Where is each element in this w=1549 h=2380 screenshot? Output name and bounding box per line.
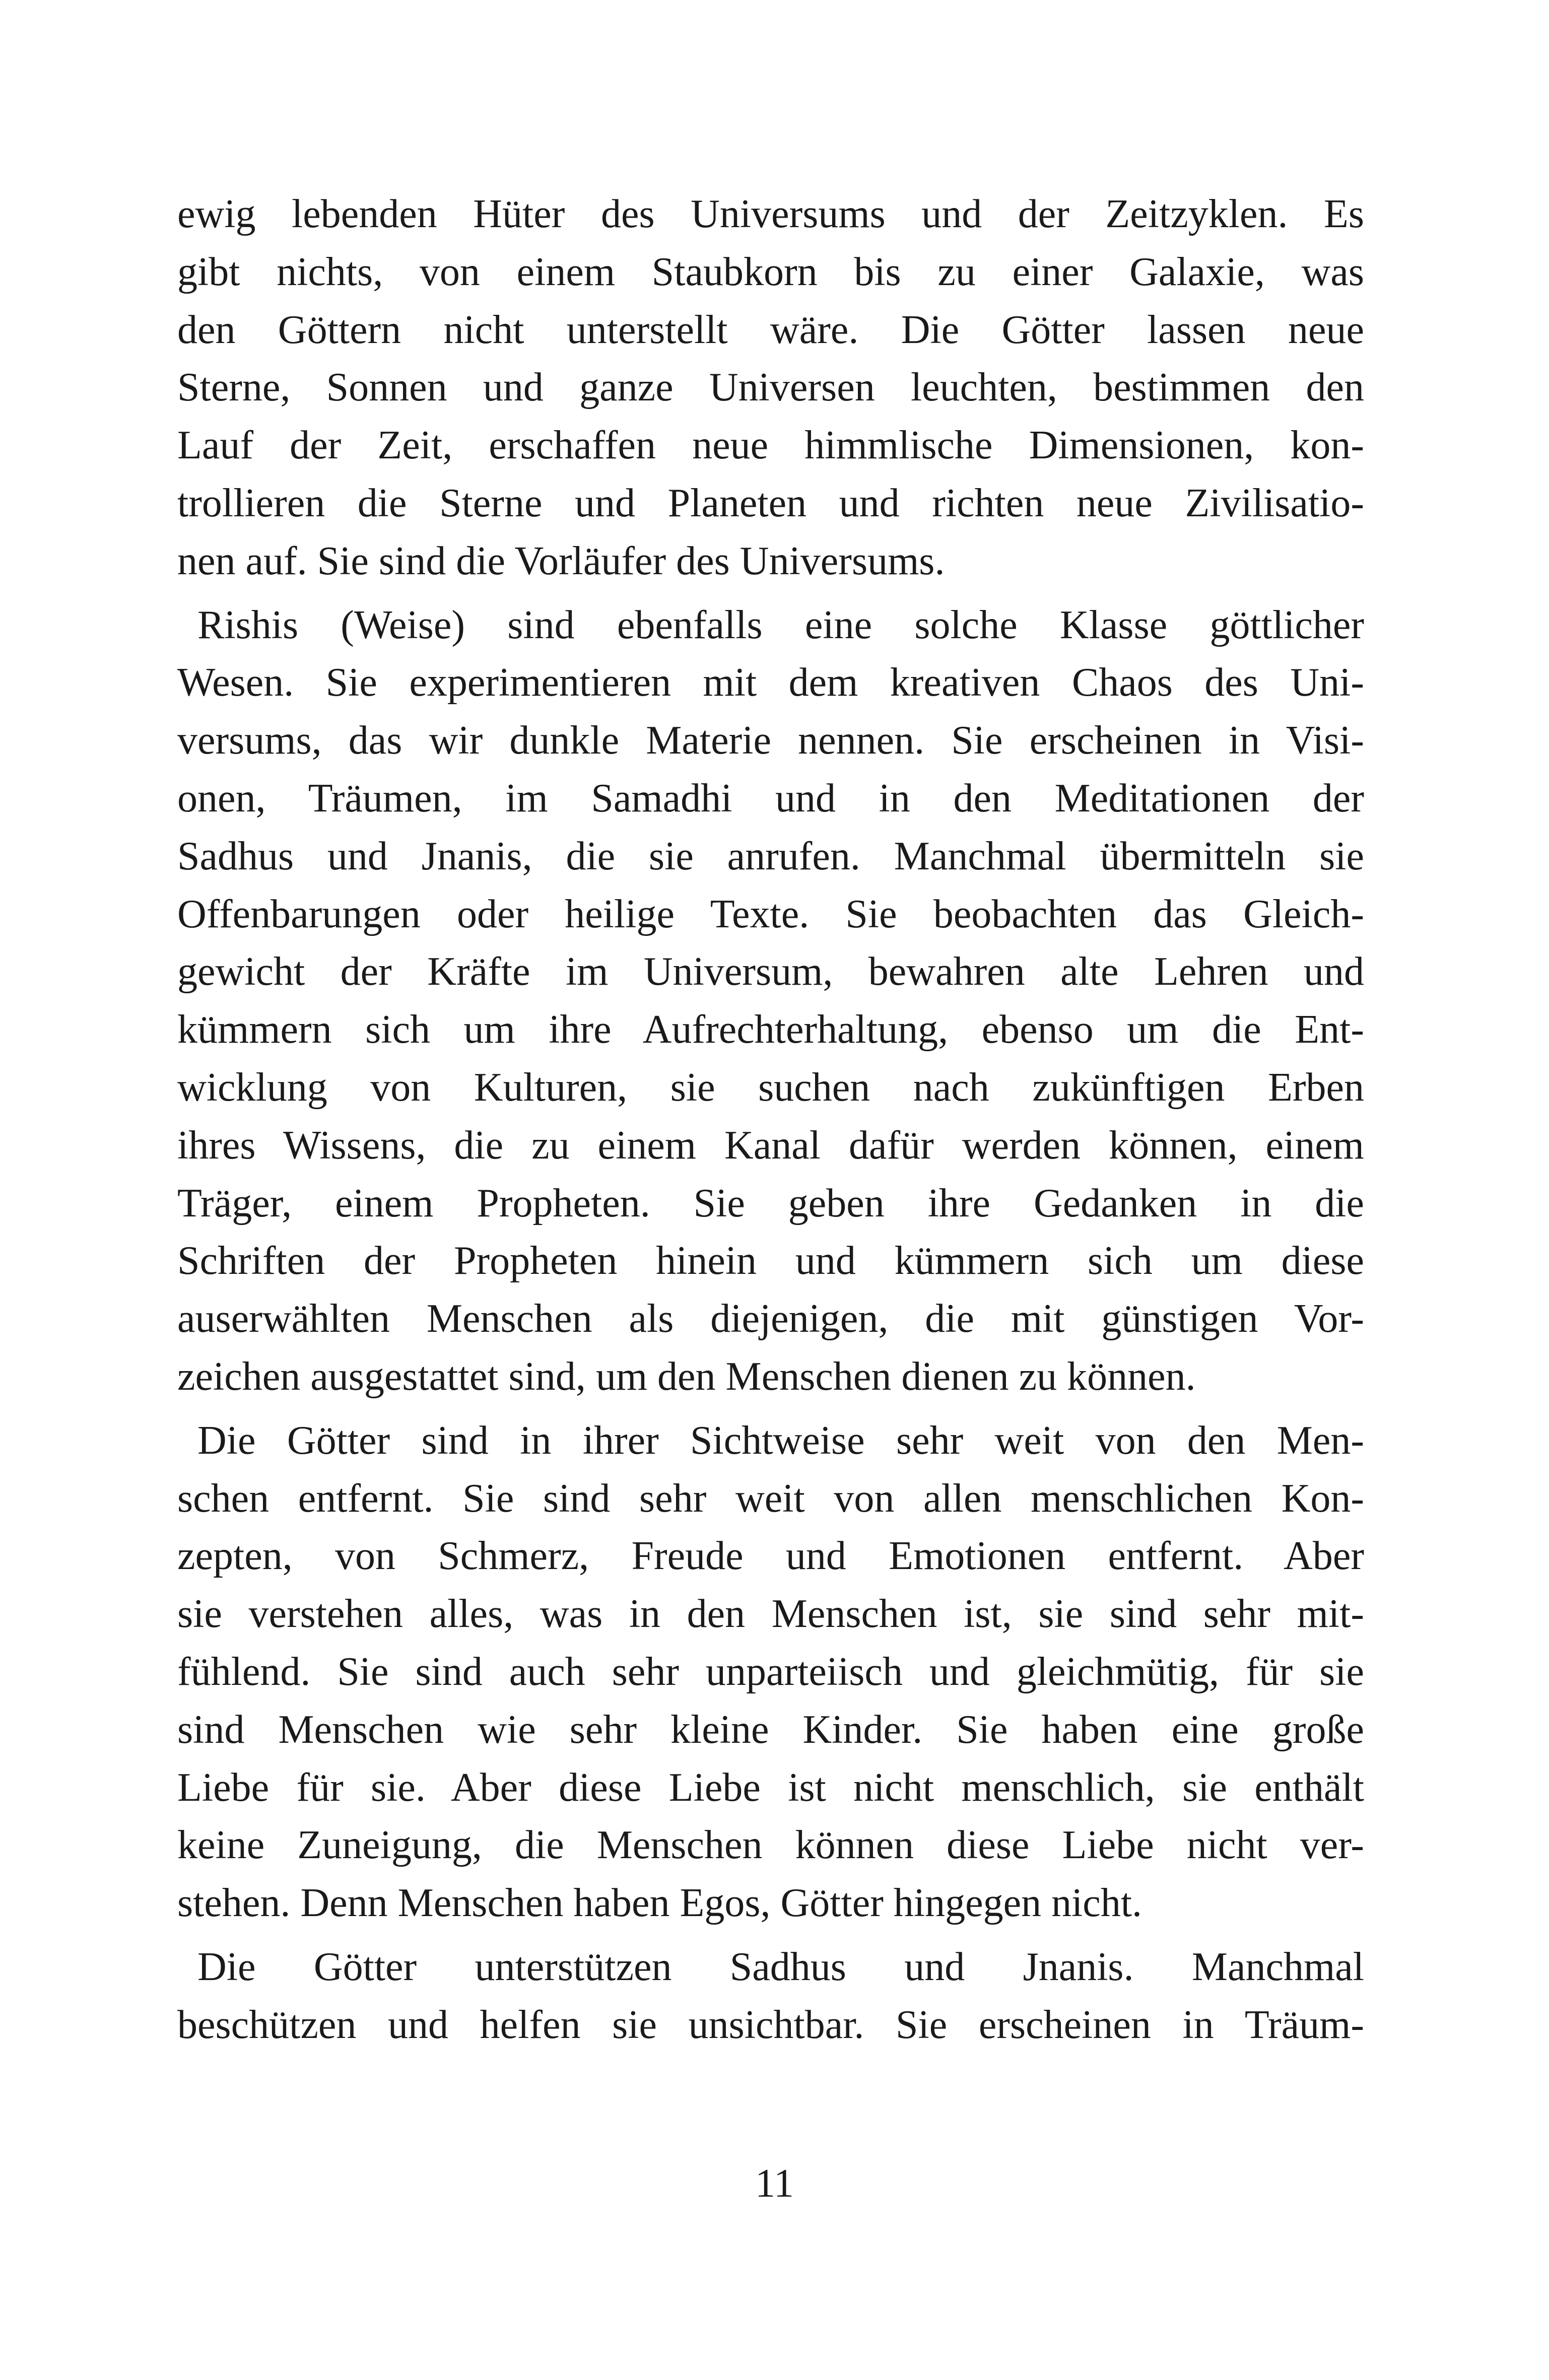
text-line: sie verstehen alles, was in den Menschen ist, sie sind sehr mit- <box>177 1592 1364 1637</box>
text-line: Die Götter unterstützen Sadhus und Jnanis. Manchmal <box>197 1944 1364 1989</box>
text-line: gibt nichts, von einem Staubkorn bis zu einer Galaxie, was <box>177 249 1364 294</box>
text-line: onen, Träumen, im Samadhi und in den Meditationen der <box>177 776 1364 821</box>
page-number: 11 <box>755 2161 794 2206</box>
text-line: Lauf der Zeit, erschaffen neue himmlische Dimensionen, kon- <box>177 423 1364 468</box>
text-line: den Göttern nicht unterstellt wäre. Die Götter lassen neue <box>177 307 1364 352</box>
paragraph-3 <box>177 1412 1364 1932</box>
text-line: sind Menschen wie sehr kleine Kinder. Sie haben eine große <box>177 1707 1364 1752</box>
text-line: fühlend. Sie sind auch sehr unparteiisch und gleichmütig, für sie <box>177 1649 1364 1694</box>
text-line: Träger, einem Propheten. Sie geben ihre Gedanken in die <box>177 1181 1364 1226</box>
text-line: wicklung von Kulturen, sie suchen nach zukünftigen Erben <box>177 1065 1364 1110</box>
text-line: ewig lebenden Hüter des Universums und der Zeitzyklen. Es <box>177 192 1364 236</box>
text-line: ihres Wissens, die zu einem Kanal dafür werden können, einem <box>177 1123 1364 1168</box>
text-line: Liebe für sie. Aber diese Liebe ist nicht menschlich, sie enthält <box>177 1765 1364 1810</box>
text-line: keine Zuneigung, die Menschen können diese Liebe nicht ver- <box>177 1823 1364 1868</box>
body-text <box>177 185 1364 2054</box>
text-line: gewicht der Kräfte im Universum, bewahren alte Lehren und <box>177 949 1364 994</box>
paragraph-2 <box>177 596 1364 1406</box>
text-line: Die Götter sind in ihrer Sichtweise sehr weit von den Men- <box>197 1418 1364 1463</box>
text-line: versums, das wir dunkle Materie nennen. Sie erscheinen in Visi- <box>177 718 1364 763</box>
text-line: zepten, von Schmerz, Freude und Emotionen entfernt. Aber <box>177 1534 1364 1579</box>
paragraph-4 <box>177 1938 1364 2054</box>
text-line: trollieren die Sterne und Planeten und richten neue Zivilisatio- <box>177 481 1364 525</box>
paragraph-1 <box>177 185 1364 590</box>
text-line: stehen. Denn Menschen haben Egos, Götter hingegen nicht. <box>177 1881 1142 1926</box>
text-line: Offenbarungen oder heilige Texte. Sie beobachten das Gleich- <box>177 892 1364 936</box>
text-line: Wesen. Sie experimentieren mit dem kreativen Chaos des Uni- <box>177 660 1364 705</box>
text-line: zeichen ausgestattet sind, um den Menschen dienen zu können. <box>177 1354 1196 1399</box>
text-line: beschützen und helfen sie unsichtbar. Sie erscheinen in Träum- <box>177 2002 1364 2047</box>
text-line: Rishis (Weise) sind ebenfalls eine solche Klasse göttlicher <box>197 602 1364 647</box>
text-line: nen auf. Sie sind die Vorläufer des Universums. <box>177 538 945 583</box>
text-line: auserwählten Menschen als diejenigen, die mit günstigen Vor- <box>177 1297 1364 1341</box>
text-line: Sterne, Sonnen und ganze Universen leuchten, bestimmen den <box>177 365 1364 410</box>
text-line: Schriften der Propheten hinein und kümmern sich um diese <box>177 1239 1364 1283</box>
text-line: schen entfernt. Sie sind sehr weit von allen menschlichen Kon- <box>177 1476 1364 1521</box>
text-line: Sadhus und Jnanis, die sie anrufen. Manchmal übermitteln sie <box>177 834 1364 878</box>
text-line: kümmern sich um ihre Aufrechterhaltung, ebenso um die Ent- <box>177 1007 1364 1052</box>
